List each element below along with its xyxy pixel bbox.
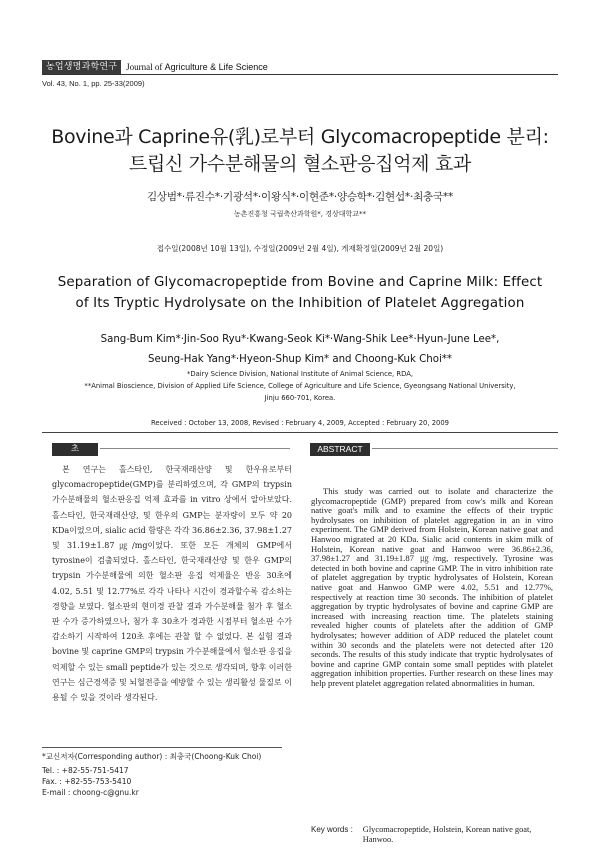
english-abstract-text: This study was carried out to isolate and characterize the glycomacropeptide (GMP) prepared from cow's milk and Korean native goat's milk and to examine the effects of their tryptic hydrolysates on inhibition of platelet aggregation in an in vitro experiment. The GMP derived from Holstein, Korean native goat and Hanwoo migrated at 20 KDa. Sialic acid contents in skim milk of Holstein, Korean native goat and Hanwoo were 36.86±2.36, 37.98±1.27 and 31.19±1.87 ㎍/mg, respectively. Tyrosine was detected in both bovine and caprine GMP. The in vitro inhibition rate of platelet aggregation by tryptic hydrolysates of Holstein, Korean native goat and Hanwoo GMP were 4.02, 5.51 and 12.77%, respectively at reaction time 30 seconds. The inhibition of platelet aggregation by tryptic hydrolysates of bovine and caprine GMP are increased with increasing reaction time. The platelets staining revealed higher counts of platelets after the addition of GMP hydrolysates; however addition of ADP reduced the platelet count within 30 seconds and the platelets were not detected after 120 seconds. The results of this study indicate that tryptic hydrolysates of bovine and caprine GMP contain some small peptides with platelet aggregation inhibition properties. Further research on these lines may help prevent platelet aggregation related abnormalities in human. <box>311 486 553 688</box>
english-title-line-1: Separation of Glycomacropeptide from Bovine and Caprine Milk: Effect <box>57 275 543 290</box>
english-abstract <box>311 487 553 688</box>
footnote-tel: Tel. : +82-55-751-5417 <box>42 766 129 775</box>
korean-dates: 접수일(2008년 10월 13일), 수정일(2009년 2월 4일), 게재확정일(2009년 2월 20일) <box>156 244 444 253</box>
header-rule <box>42 74 558 75</box>
english-affiliation-line-2: **Animal Bioscience, Division of Applied Life Science, College of Agriculture and Life Science, Gyeongsang National University, <box>84 382 516 390</box>
journal-title: Agriculture & Life Science <box>164 62 268 72</box>
english-abstract-label-rule <box>372 448 558 449</box>
journal-badge: 농업생명과학연구 <box>42 60 121 74</box>
keywords-values: Glycomacropeptide, Holstein, Korean native goat, Hanwoo. <box>362 825 532 844</box>
korean-title-line-1: Bovine과 Caprine유(乳)로부터 Glycomacropeptide 분리: <box>51 126 549 148</box>
keywords <box>311 825 553 845</box>
keywords-label: Key words : <box>311 825 353 834</box>
korean-abstract-label: 초 록 <box>52 443 98 456</box>
footnote-corresponding-author: *교신저자(Corresponding author) : 최충국(Choong-Kuk Choi) <box>42 752 262 761</box>
journal-prefix: Journal of <box>126 62 163 72</box>
journal-name <box>126 62 268 72</box>
korean-title-line-2: 트립신 가수분해물의 혈소판응집억제 효과 <box>128 153 472 175</box>
korean-abstract-label-rule <box>100 448 290 449</box>
korean-authors: 김상범*·류진수*·기광석*·이왕식*·이현준*·양승학*·김현섭*·최충국** <box>146 191 454 203</box>
korean-abstract <box>52 462 292 705</box>
korean-affiliation: 농촌진흥청 국립축산과학원*, 경상대학교** <box>233 210 367 218</box>
english-affiliation-line-3: Jinju 660-701, Korea. <box>264 394 336 402</box>
english-authors-line-2: Seung-Hak Yang*·Hyeon-Shup Kim* and Choong-Kuk Choi** <box>148 354 452 365</box>
received-dates: Received : October 13, 2008, Revised : February 4, 2009, Accepted : February 20, 2009 <box>150 419 449 427</box>
journal-header <box>42 60 268 74</box>
english-authors-line-1: Sang-Bum Kim*·Jin-Soo Ryu*·Kwang-Seok Ki*·Wang-Shik Lee*·Hyun-June Lee*, <box>100 334 500 345</box>
received-rule <box>42 432 558 433</box>
korean-abstract-text: 본 연구는 홀스타인, 한국재래산양 및 한우유로부터 glycomacropeptide(GMP)를 분리하였으며, 각 GMP의 trypsin 가수분해물의 혈소판응집 억제 효과를 in vitro 상에서 알아보았다. 홀스타인, 한국재래산양, 및 한우의 GMP는 분자량이 모두 약 20 KDa이었으며, sialic acid 함량은 각각 36.86±2.36, 37.98±1.27 및 31.19±1.87㎍/mg이었다. 또한 모든 개체의 GMP에서 tyrosine이 검출되었다. 홀스타인, 한국재래산양 및 한우 GMP의 trypsin 가수분해물에 의한 혈소판 응집 억제율은 반응 30초에 4.02, 5.51 및 12.77%로 각각 나타나 시간이 경과할수록 감소하는 경향을 보였다. 혈소판의 현미경 관찰 결과 가수분해물 첨가 후 혈소판 수가 증가하였으나, 첨가 후 30초가 경과한 시점부터 혈소판 수가 감소하기 시작하여 120초 후에는 관찰 할 수 없었다. 본 실험 결과 bovine 및 caprine GMP의 trypsin 가수분해물에서 혈소판 응집을 억제할 수 있는 small peptide가 있는 것으로 생각되며, 향후 이러한 연구는 심근경색증 및 뇌혈전증을 예방할 수 있는 생리활성 물질로 이용될 수 있을 것이라 생각된다. <box>52 465 292 703</box>
english-abstract-label: ABSTRACT <box>310 443 370 456</box>
volume-line: Vol. 43, No. 1, pp. 25-33(2009) <box>42 79 145 88</box>
footnote-email: E-mail : choong-c@gnu.kr <box>42 788 139 797</box>
english-title-line-2: of Its Tryptic Hydrolysate on the Inhibition of Platelet Aggregation <box>75 296 525 311</box>
footnote-fax: Fax. : +82-55-753-5410 <box>42 777 132 786</box>
footnote-rule <box>42 747 282 748</box>
english-affiliation-line-1: *Dairy Science Division, National Institute of Animal Science, RDA, <box>187 370 413 378</box>
